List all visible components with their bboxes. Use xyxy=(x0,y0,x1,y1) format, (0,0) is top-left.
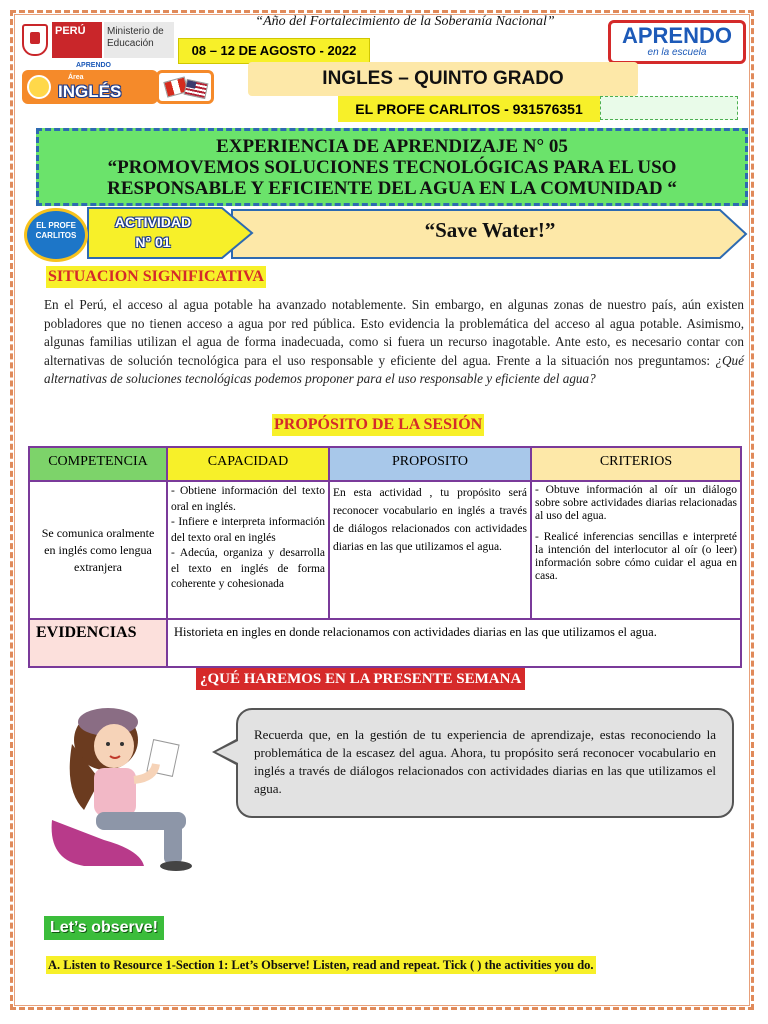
table-header-row xyxy=(29,447,741,481)
cell-capacidad: - Obtiene información del texto oral en inglés. - Infiere e interpreta información del texto oral en inglés - Adecúa, organiza y desarrolla el texto en inglés de forma coherente y cohesionada xyxy=(167,481,329,619)
ministry-logo xyxy=(20,20,175,62)
evidence-label: EVIDENCIAS xyxy=(29,619,167,667)
aprendo-sub: en la escuela xyxy=(647,47,707,58)
header-capacidad: CAPACIDAD xyxy=(167,447,329,481)
area-badge xyxy=(22,70,158,104)
experience-banner xyxy=(36,128,748,206)
experience-title-line2: RESPONSABLE Y EFICIENTE DEL AGUA EN LA COMUNIDAD “ xyxy=(107,178,677,199)
header-criterios: CRITERIOS xyxy=(531,447,741,481)
teacher-contact: EL PROFE CARLITOS - 931576351 xyxy=(338,96,600,122)
cell-competencia: Se comunica oralmente en inglés como lengua extranjera xyxy=(29,481,167,619)
table-row xyxy=(29,481,741,619)
situation-body xyxy=(44,296,744,389)
speech-bubble: Recuerda que, en la gestión de tu experiencia de aprendizaje, estas reconociendo la problemática de la escasez del agua. Ahora, tu propósito será reconocer vocabulario en inglés a través de diálogos relacionados con actividades diarias en las que utilizamos el agua. xyxy=(236,708,734,818)
situation-question: ¿Qué alternativas de soluciones tecnológicas podemos proponer para el uso responsable y eficiente del agua? xyxy=(44,352,744,386)
girl-reading-illustration xyxy=(44,700,214,872)
area-icon xyxy=(27,75,51,99)
aprendo-logo xyxy=(608,20,746,64)
profe-logo: EL PROFE CARLITOS xyxy=(24,208,88,262)
experience-title-line1: “PROMOVEMOS SOLUCIONES TECNOLÓGICAS PARA EL USO xyxy=(107,157,677,178)
area-label: INGLÉS xyxy=(58,82,122,101)
observe-instruction: A. Listen to Resource 1-Section 1: Let’s Observe! Listen, read and repeat. Tick ( ) the activities you do. xyxy=(48,958,594,972)
evidence-row xyxy=(29,619,741,667)
activity-title: “Save Water!” xyxy=(424,218,556,242)
situation-title: SITUACION SIGNIFICATIVA xyxy=(46,266,266,288)
situation-text: En el Perú, el acceso al agua potable ha avanzado notablemente. Sin embargo, en algunas zonas de nuestro país, aún existen pobladores que no tienen acceso a agua por red pública. Esto evidencia la problemática del acceso al agua potable. Asimismo, algunas familias utilizan el agua de forma inadecuada, como si fuera un recurso inagotable. Ante esto, es necesario contar con alternativas de solución tecnológica para el uso responsable y eficiente del agua. Frente a la situación nos preguntamos: xyxy=(44,297,744,368)
year-motto: “Año del Fortalecimiento de la Soberanía Nacional” xyxy=(255,14,555,29)
aprendo-small-label: APRENDO xyxy=(76,62,112,69)
evidence-text: Historieta en ingles en donde relacionamos con actividades diarias en las que utilizamos el agua. xyxy=(167,619,741,667)
experience-number: EXPERIENCIA DE APRENDIZAJE N° 05 xyxy=(216,136,568,157)
teacher-banner-tail xyxy=(600,96,738,120)
criterio-2: - Realicé inferencias sencillas e interpreté la intención del interlocutor al oír (o leer) información sobre cómo cuidar el agua en casa. xyxy=(535,531,737,582)
ministry-name: Ministerio de Educación xyxy=(104,22,174,58)
subject-title: INGLES – QUINTO GRADO xyxy=(248,62,638,96)
header-competencia: COMPETENCIA xyxy=(29,447,167,481)
ministry-peru-label: PERÚ xyxy=(52,22,102,58)
area-small-label: Área xyxy=(68,74,84,81)
criterio-1: - Obtuve información al oír un diálogo sobre sobre actividades diarias relacionadas al uso del agua. xyxy=(535,484,737,522)
activity-word: ACTIVIDAD xyxy=(114,214,192,230)
bubble-tail-fill xyxy=(216,741,238,763)
header-proposito: PROPOSITO xyxy=(329,447,531,481)
aprendo-brand: APRENDO xyxy=(621,23,732,48)
date-range: 08 – 12 DE AGOSTO - 2022 xyxy=(178,38,370,64)
lets-observe-title: Let’s observe! xyxy=(44,916,164,940)
cell-proposito: En esta actividad , tu propósito será reconocer vocabulario en inglés a través de diálogos relacionados con actividades diarias en las que utilizamos el agua. xyxy=(329,481,531,619)
purpose-title: PROPÓSITO DE LA SESIÓN xyxy=(272,414,484,436)
flags-icon xyxy=(156,70,214,104)
purpose-table xyxy=(28,446,742,668)
cell-criterios xyxy=(531,481,741,619)
activity-label xyxy=(98,212,208,252)
usa-flag-icon xyxy=(184,79,209,99)
activity-number: N° 01 xyxy=(135,234,171,250)
week-title: ¿QUÉ HAREMOS EN LA PRESENTE SEMANA xyxy=(196,668,525,690)
peru-shield-icon xyxy=(22,24,48,56)
